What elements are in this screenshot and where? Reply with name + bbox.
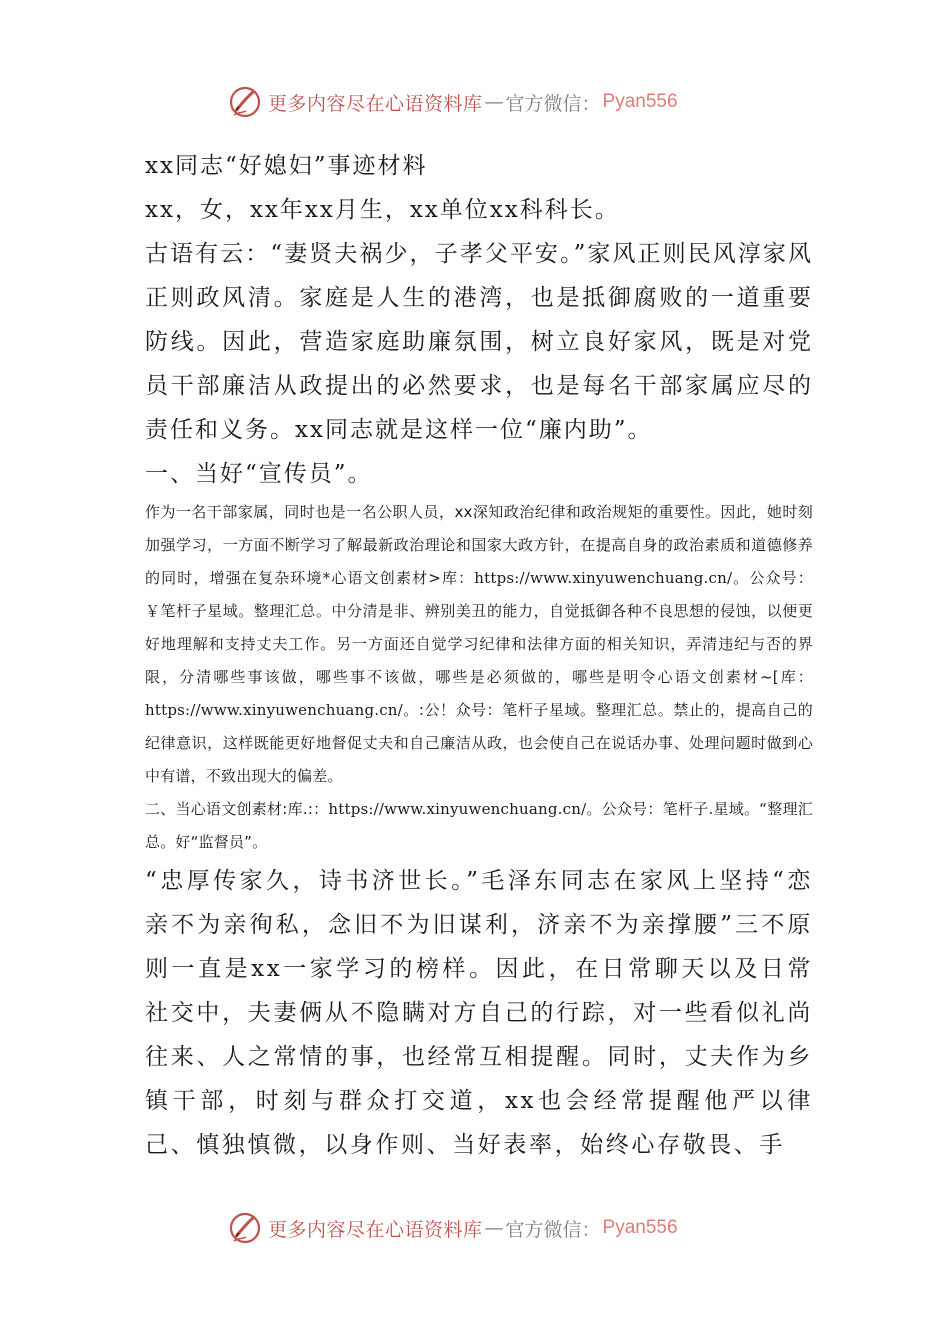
paragraph-1: 古语有云：“妻贤夫祸少，子孝父平安。”家风正则民风淳家风正则政风清。家庭是人生的港湾，也是抵御腐败的一道重要防线。因此，营造家庭助廉氛围，树立良好家风，既是对党员干部廉洁从政提出的必然要求，也是每名干部家属应尽的责任和义务。xx同志就是这样一位“廉内助”。	[145, 241, 813, 443]
heading-2	[145, 793, 813, 859]
heading-1: 一、当好“宣传员”。	[145, 461, 373, 487]
banner-text: 更多内容尽在心语资料库	[268, 92, 483, 115]
banner-text: 更多内容尽在心语资料库	[268, 1218, 483, 1241]
section-1-text-a: 作为一名干部家属，同时也是一名公职人员，xx深知政治纪律和政治规矩的重要性。因此，她时刻加强学习，一方面不断学习了解最新政治理论和国家大政方针，在提高自身的政治素质和道德修养的同时，增强在复杂环境*心语文创素材>库：	[145, 503, 813, 587]
banner-separator: —	[484, 1217, 504, 1239]
banner-wechat-id: Pyan556	[602, 1217, 678, 1238]
paragraph-2: “忠厚传家久，诗书济世长。”毛泽东同志在家风上坚持“恋亲不为亲徇私，念旧不为旧谋利，济亲不为亲撑腰”三不原则一直是xx一家学习的榜样。因此，在日常聊天以及日常社交中，夫妻俩从不隐瞒对方自己的行踪，对一些看似礼尚往来、人之常情的事，也经常互相提醒。同时，丈夫作为乡镇干部，时刻与群众打交道，xx也会经常提醒他严以律己、慎独慎微，以身作则、当好表率，始终心存敬畏、手	[145, 868, 813, 1158]
document-body	[145, 144, 813, 1167]
section-1-url-a: https://www.xinyuwenchuang.cn/	[474, 569, 733, 587]
banner-wechat-label: 官方微信：	[505, 1218, 601, 1241]
heading-2-url: https://www.xinyuwenchuang.cn/	[328, 800, 587, 818]
banner-wechat-label: 官方微信：	[505, 92, 601, 115]
banner-separator: —	[484, 91, 504, 113]
intro-line: xx，女，xx年xx月生，xx单位xx科科长。	[145, 197, 620, 223]
section-1-text-c: 。:公！众号：笔杆子星域。整理汇总。禁止的，提高自己的纪律意识，这样既能更好地督促丈夫和自己廉洁从政，也会使自己在说话办事、处理问题时做到心中有谱，不致出现大的偏差。	[145, 701, 813, 785]
document-title: xx同志“好媳妇”事迹材料	[145, 153, 428, 179]
heading-2-text-b: 。公众号：笔杆子.星域。“整理汇总。好“监督员”。	[145, 800, 813, 851]
banner-wechat-id: Pyan556	[602, 91, 678, 112]
section-1-paragraph	[145, 496, 813, 793]
section-1-url-b: https://www.xinyuwenchuang.cn/	[145, 701, 403, 719]
pen-logo-icon	[228, 1211, 262, 1245]
header-banner	[228, 82, 748, 122]
section-1-text-b: 。公众号：￥笔杆子星域。整理汇总。中分清是非、辨别美丑的能力，自觉抵御各种不良思想的侵蚀，以便更好地理解和支持丈夫工作。另一方面还自觉学习纪律和法律方面的相关知识，弄清违纪与否的界限，分清哪些事该做，哪些事不该做，哪些是必须做的，哪些是明令心语文创素材~[库：	[145, 569, 813, 686]
footer-banner	[228, 1208, 748, 1248]
heading-2-text-a: 二、当心语文创素材:库.:：	[145, 800, 329, 818]
pen-logo-icon	[228, 85, 262, 119]
